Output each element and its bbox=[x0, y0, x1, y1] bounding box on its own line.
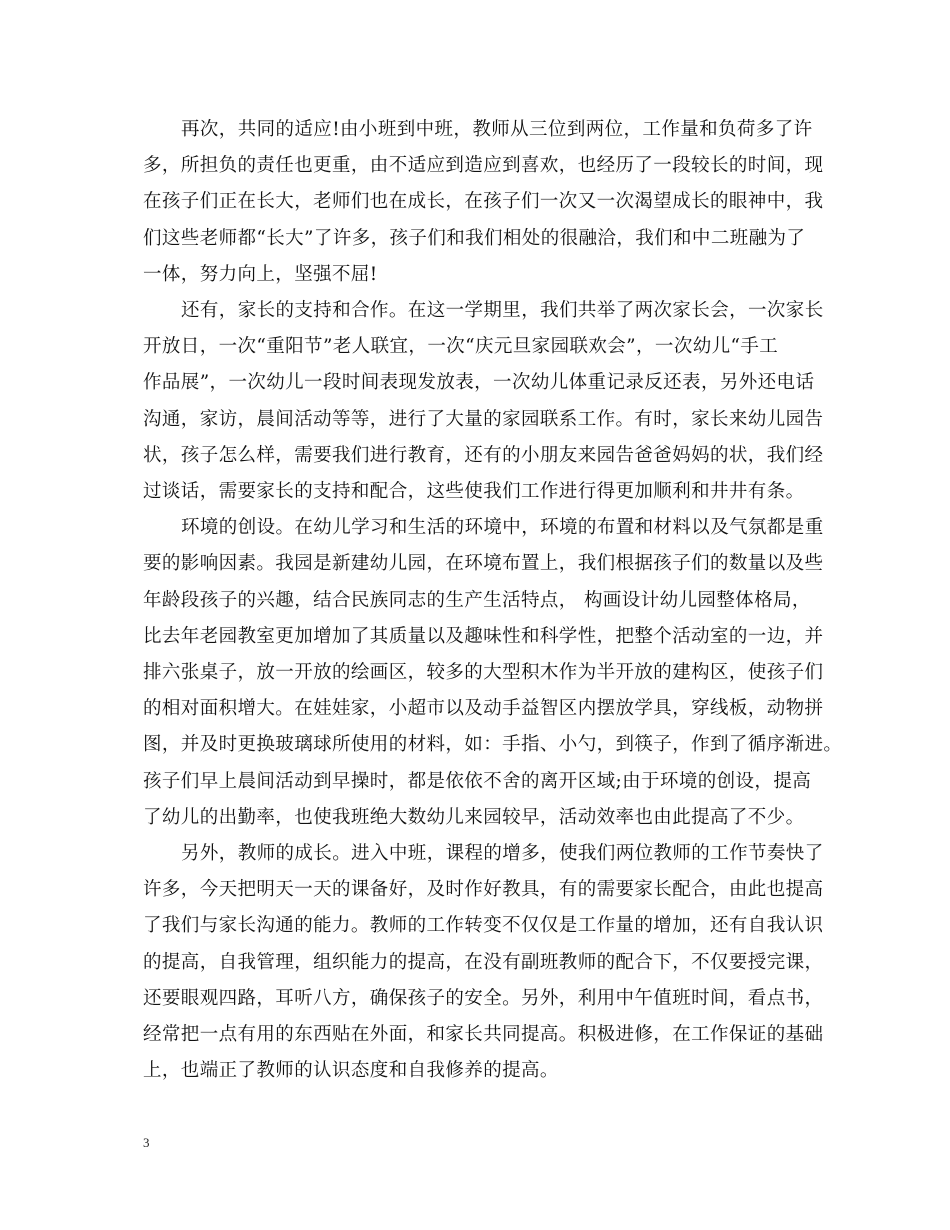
text-line: 图，并及时更换玻璃球所使用的材料，如：手指、小勺，到筷子，作到了循序渐进。 bbox=[143, 734, 843, 756]
text-line: 比去年老园教室更加增加了其质量以及趣味性和科学性，把整个活动室的一边，并 bbox=[143, 625, 824, 647]
text-line: 们这些老师都“长大”了许多，孩子们和我们相处的很融洽，我们和中二班融为了 bbox=[143, 227, 806, 249]
text-line: 过谈话，需要家长的支持和配合，这些使我们工作进行得更加顺利和井井有条。 bbox=[143, 481, 805, 503]
text-line: 经常把一点有用的东西贴在外面，和家长共同提高。积极进修，在工作保证的基础 bbox=[143, 1024, 824, 1046]
text-line: 许多，今天把明天一天的课备好，及时作好教具，有的需要家长配合，由此也提高 bbox=[143, 879, 824, 901]
text-line: 了我们与家长沟通的能力。教师的工作转变不仅仅是工作量的增加，还有自我认识 bbox=[143, 915, 824, 937]
text-line: 再次，共同的适应!由小班到中班，教师从三位到两位，工作量和负荷多了许 bbox=[181, 119, 813, 140]
text-line: 在孩子们正在长大，老师们也在成长，在孩子们一次又一次渴望成长的眼神中，我 bbox=[143, 191, 824, 213]
text-line: 状，孩子怎么样，需要我们进行教育，还有的小朋友来园告爸爸妈妈的状，我们经 bbox=[143, 444, 824, 466]
text-line: 沟通，家访，晨间活动等等，进行了大量的家园联系工作。有时，家长来幼儿园告 bbox=[143, 408, 824, 430]
text-line: 多，所担负的责任也更重，由不适应到造应到喜欢，也经历了一段较长的时间，现 bbox=[143, 155, 824, 177]
text-line: 还有，家长的支持和合作。在这一学期里，我们共举了两次家长会，一次家长 bbox=[181, 300, 824, 322]
paragraph-teacher-growth bbox=[143, 836, 824, 1089]
text-line: 排六张桌子，放一开放的绘画区，较多的大型积木作为半开放的建构区，使孩子们 bbox=[143, 662, 824, 684]
text-line: 另外，教师的成长。进入中班，课程的增多，使我们两位教师的工作节奏快了 bbox=[181, 843, 824, 865]
text-line: 作品展”，一次幼儿一段时间表现发放表，一次幼儿体重记录反还表，另外还电话 bbox=[143, 372, 815, 394]
paragraph-adaptation bbox=[143, 112, 824, 293]
text-line: 要的影响因素。我园是新建幼儿园，在环境布置上，我们根据孩子们的数量以及些 bbox=[143, 553, 824, 575]
text-line: 开放日，一次“重阳节”老人联宜，一次“庆元旦家园联欢会”，一次幼儿“手工 bbox=[143, 336, 779, 358]
paragraph-parent-support bbox=[143, 293, 824, 510]
paragraph-environment bbox=[143, 510, 843, 836]
body-text bbox=[143, 112, 843, 1089]
text-line: 孩子们早上晨间活动到早操时，都是依依不舍的离开区域;由于环境的创设，提高 bbox=[143, 770, 812, 792]
text-line: 还要眼观四路，耳听八方，确保孩子的安全。另外，利用中午值班时间，看点书， bbox=[143, 987, 824, 1009]
text-line: 了幼儿的出勤率，也使我班绝大数幼儿来园较早，活动效率也由此提高了不少。 bbox=[143, 806, 805, 828]
text-line: 一体，努力向上，坚强不屈! bbox=[143, 263, 378, 285]
text-line: 环境的创设。在幼儿学习和生活的环境中，环境的布置和材料以及气氛都是重 bbox=[181, 517, 824, 539]
text-line: 上，也端正了教师的认识态度和自我修养的提高。 bbox=[143, 1060, 559, 1082]
page-number: 3 bbox=[143, 1135, 150, 1150]
text-line: 年龄段孩子的兴趣，结合民族同志的生产生活特点， 构画设计幼儿园整体格局， bbox=[143, 589, 811, 611]
text-line: 的相对面积增大。在娃娃家，小超市以及动手益智区内摆放学具，穿线板，动物拼 bbox=[143, 698, 824, 720]
text-line: 的提高，自我管理，组织能力的提高，在没有副班教师的配合下，不仅要授完课， bbox=[143, 951, 824, 973]
